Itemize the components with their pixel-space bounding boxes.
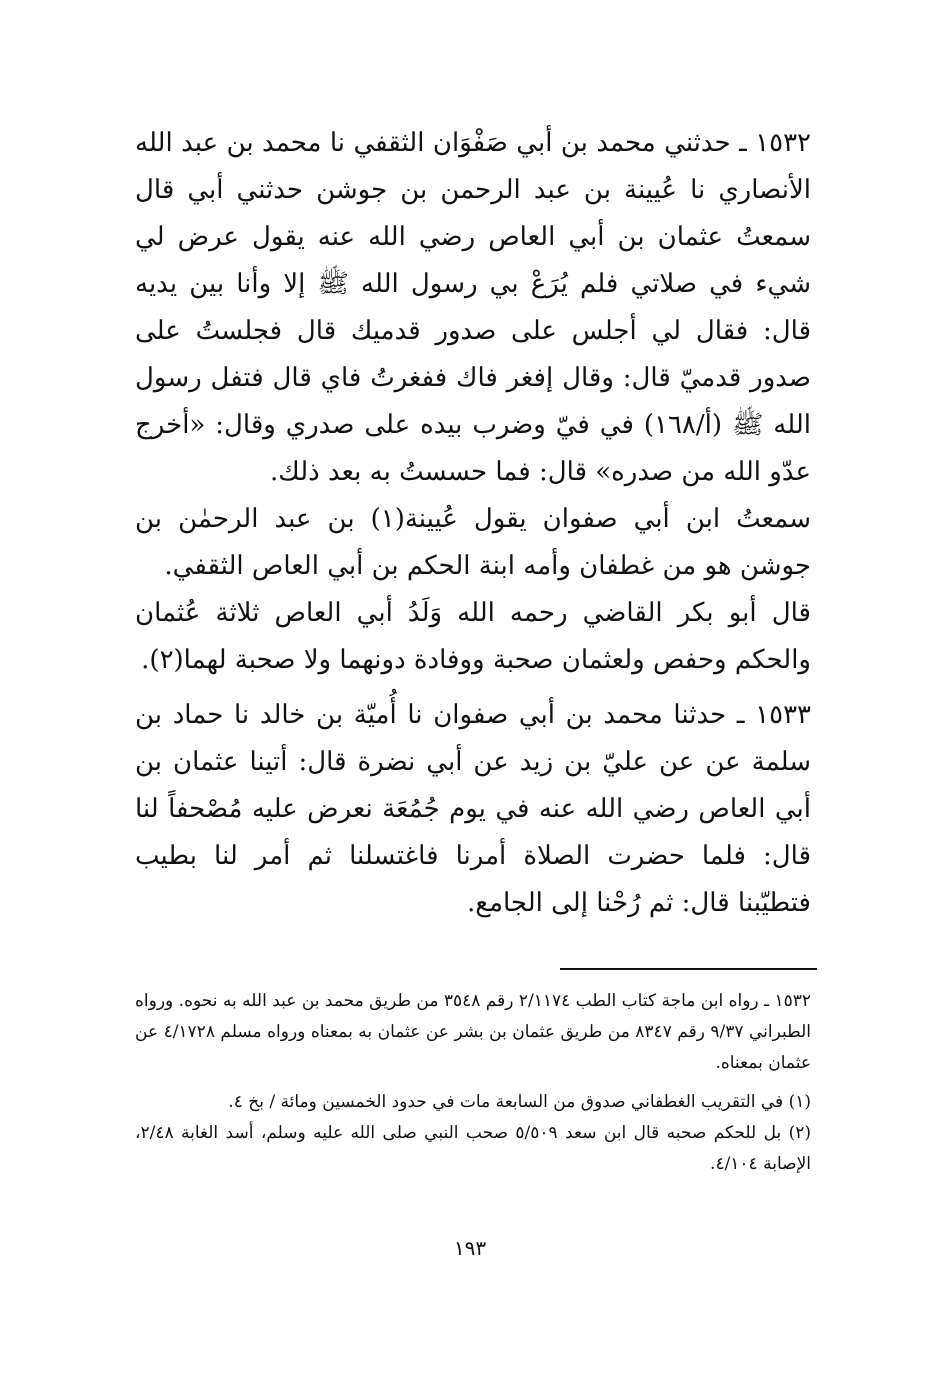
footnote-divider	[560, 968, 817, 970]
footnote-2: (٢) بل للحكم صحبه قال ابن سعد ٥/٥٠٩ صحب النبي صلى الله عليه وسلم، أسد الغابة ٢/٤٨، الإصابة ٤/١٠٤.	[135, 1123, 812, 1174]
main-text	[135, 120, 811, 927]
hadith-1533: ١٥٣٣ ـ حدثنا محمد بن أبي صفوان نا أُميّة بن خالد نا حماد بن سلمة عن عن عليّ بن زيد عن أبي نضرة قال: أتينا عثمان بن أبي العاص رضي الله عنه في يوم جُمُعَة نعرض عليه مُصْحفاً لنا قال: فلما حضرت الصلاة أمرنا فاغتسلنا ثم أمر لنا بطيب فتطيّبنا قال: ثم رُحْنا إلى الجامع.	[135, 700, 811, 918]
narrator-note: سمعتُ ابن أبي صفوان يقول عُيينة(١) بن عبد الرحمٰن بن جوشن هو من غطفان وأمه ابنة الحكم بن أبي العاص الثقفي.	[135, 504, 812, 581]
footnote-takhrij: ١٥٣٢ ـ رواه ابن ماجة كتاب الطب ٢/١١٧٤ رقم ٣٥٤٨ من طريق محمد بن عبد الله به نحوه. ورواه الطبراني ٩/٣٧ رقم ٨٣٤٧ من طريق عثمان بن بشر عن عثمان به بمعناه ورواه مسلم ٤/١٧٢٨ عن عثمان بمعناه.	[135, 991, 811, 1073]
footnotes	[135, 986, 811, 1180]
qadi-remark: قال أبو بكر القاضي رحمه الله وَلَدُ أبي العاص ثلاثة عُثمان والحكم وحفص ولعثمان صحبة ووفادة دونهما ولا صحبة لهما(٢).	[135, 598, 811, 675]
page-number: ١٩٣	[453, 1236, 487, 1260]
hadith-1532: ١٥٣٢ ـ حدثني محمد بن أبي صَفْوَان الثقفي نا محمد بن عبد الله الأنصاري نا عُيينة بن عبد الرحمن بن جوشن حدثني أبي قال سمعتُ عثمان بن أبي العاص رضي الله عنه يقول عرض لي شيء في صلاتي فلم يُرَعْ بي رسول الله ﷺ إلا وأنا بين يديه قال: فقال لي أجلس على صدور قدميك قال فجلستُ على صدور قدميّ قال: وقال إفغر فاك ففغرتُ فاي قال فتفل رسول الله ﷺ (أ/١٦٨) في فيّ وضرب بيده على صدري وقال: «أخرج عدّو الله من صدره» قال: فما حسستُ به بعد ذلك.	[135, 128, 811, 487]
footnote-1: (١) في التقريب الغطفاني صدوق من السابعة مات في حدود الخمسين ومائة / بخ ٤.	[228, 1092, 811, 1112]
